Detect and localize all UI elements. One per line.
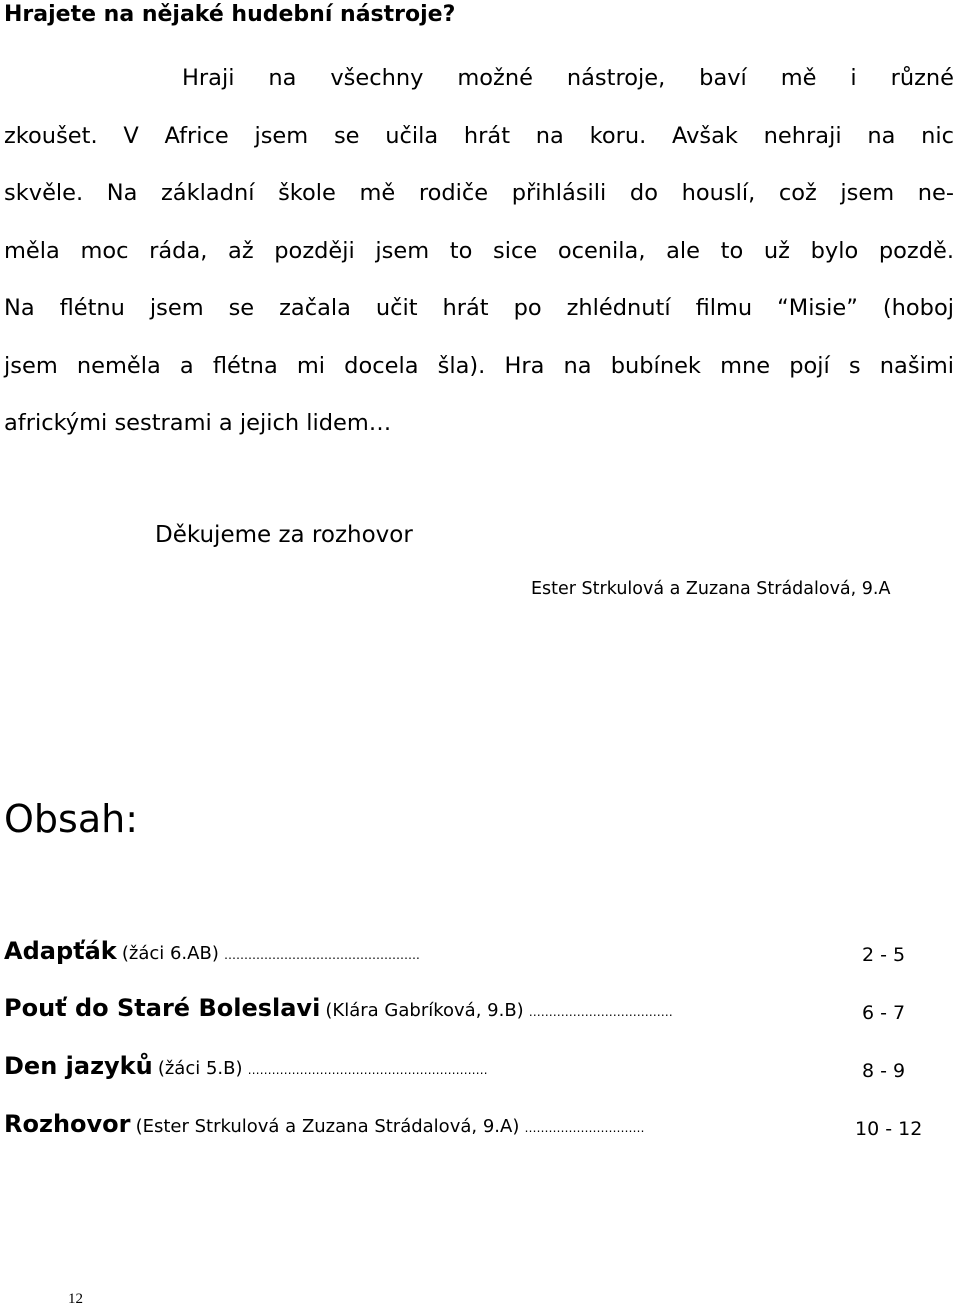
answer-line: Hraji na všechny možné nástroje, baví mě i různé — [182, 65, 954, 91]
toc-entry-leader: ………………………… — [524, 1121, 645, 1135]
answer-line: africkými sestrami a jejich lidem… — [4, 410, 392, 436]
toc-entry-authors: (Klára Gabríková, 9.B) — [325, 1000, 524, 1021]
authors-credit: Ester Strkulová a Zuzana Strádalová, 9.A — [531, 579, 891, 599]
toc-entry-authors: (žáci 6.AB) — [121, 943, 219, 964]
toc-entry-pages: 8 - 9 — [862, 1060, 906, 1082]
toc-entry-authors: (žáci 5.B) — [157, 1058, 243, 1079]
toc-entry-pages: 2 - 5 — [862, 944, 906, 966]
toc-entry-leader: …………………………………………. — [223, 948, 420, 962]
toc-heading: Obsah: — [4, 797, 139, 841]
answer-line: zkoušet. V Africe jsem se učila hrát na koru. Avšak nehraji na nic — [4, 122, 954, 149]
toc-entry-pages: 6 - 7 — [862, 1002, 906, 1024]
toc-entry-authors: (Ester Strkulová a Zuzana Strádalová, 9.A) — [135, 1116, 520, 1137]
answer-line: Na flétnu jsem se začala učit hrát po zhlédnutí filmu “Misie” (hoboj — [4, 295, 954, 321]
answer-line: měla moc ráda, až později jsem to sice ocenila, ale to už bylo pozdě. — [4, 237, 954, 264]
toc-entry[interactable] — [4, 1110, 644, 1150]
interview-question: Hrajete na nějaké hudební nástroje? — [4, 2, 456, 27]
thanks-note: Děkujeme za rozhovor — [155, 522, 413, 548]
toc-entry-title: Pouť do Staré Boleslavi — [4, 994, 321, 1022]
interview-answer — [4, 50, 954, 453]
page-number: 12 — [68, 1291, 83, 1307]
answer-line: skvěle. Na základní škole mě rodiče přihlásili do houslí, což jsem ne- — [4, 180, 954, 206]
answer-line: jsem neměla a flétna mi docela šla). Hra na bubínek mne pojí s našimi — [4, 352, 954, 379]
toc-entry-leader: …………………………………………………… — [247, 1063, 488, 1077]
toc-entry[interactable] — [4, 1052, 488, 1092]
toc-entry-pages: 10 - 12 — [855, 1118, 923, 1140]
toc-entry-title: Rozhovor — [4, 1110, 131, 1138]
toc-entry-leader: ……………………………… — [528, 1005, 673, 1019]
toc-entry[interactable] — [4, 994, 673, 1034]
toc-entry-title: Adapťák — [4, 937, 117, 965]
toc-entry[interactable] — [4, 937, 420, 977]
toc-entry-title: Den jazyků — [4, 1052, 153, 1080]
